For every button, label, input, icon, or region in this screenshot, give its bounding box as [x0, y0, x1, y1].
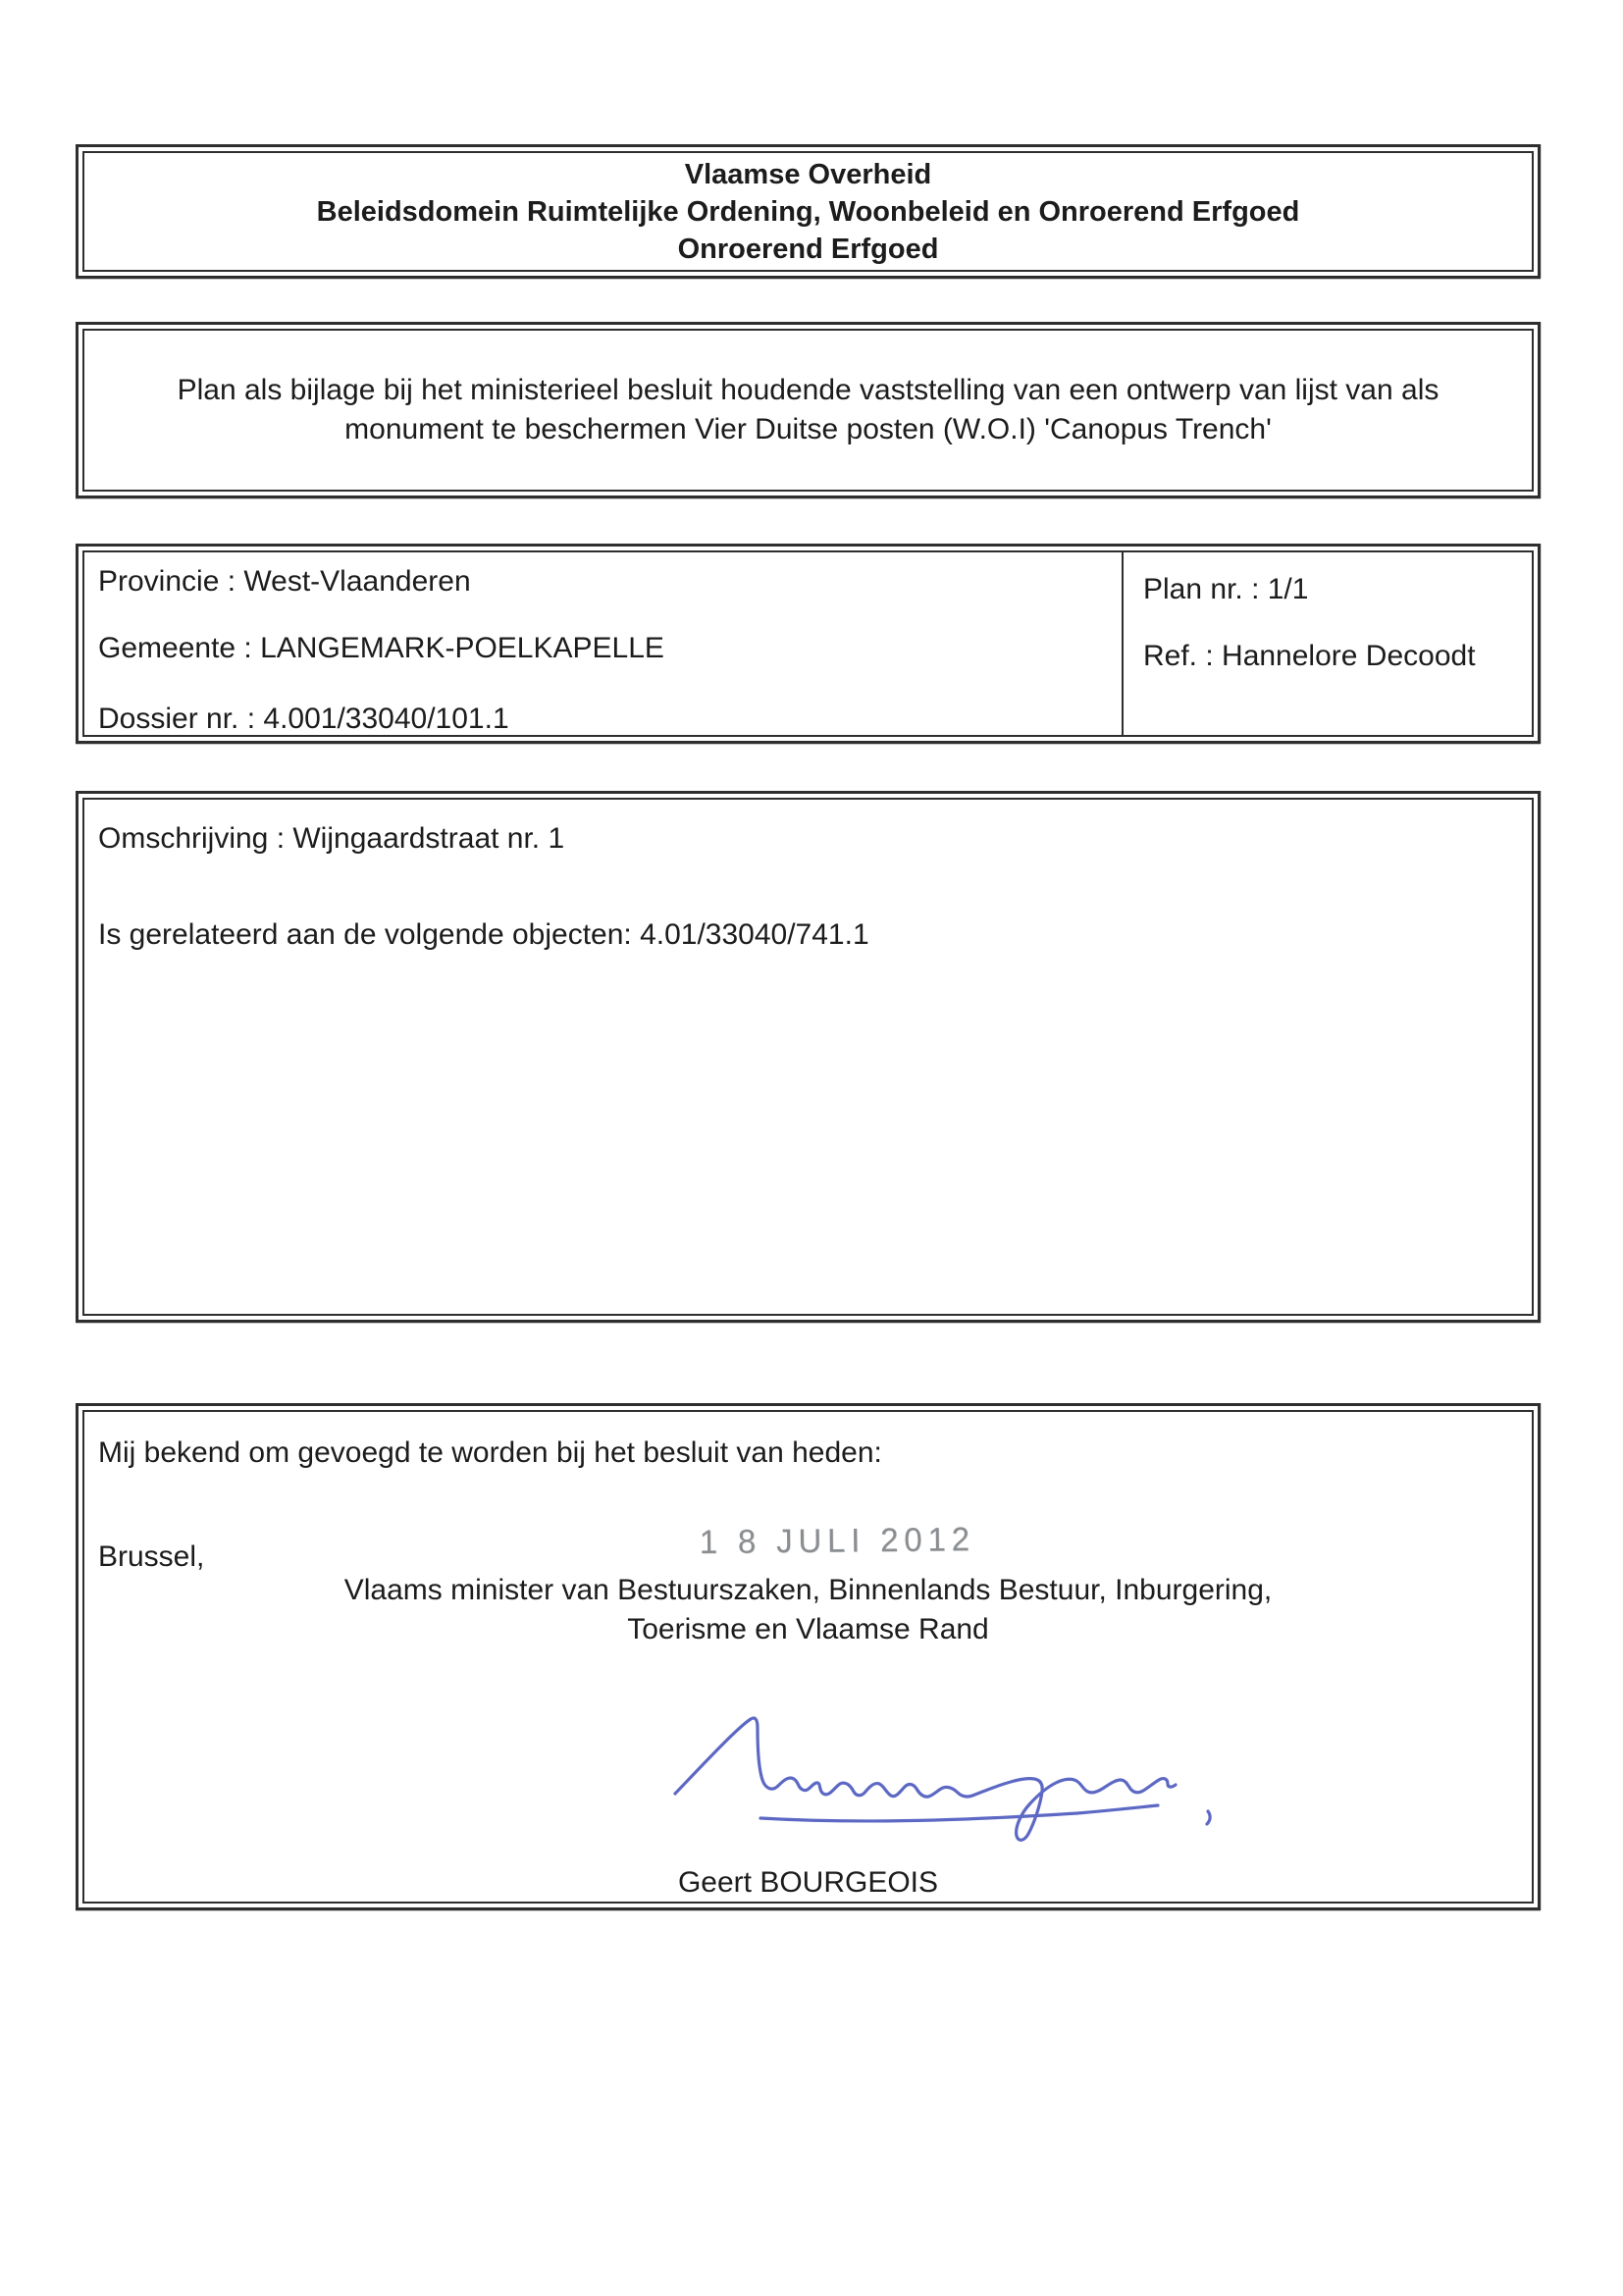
plan-nr-field: Plan nr. : 1/1 — [1143, 573, 1309, 605]
city-label: Brussel, — [98, 1540, 205, 1573]
title-line-1: Plan als bijlage bij het ministerieel besluit houdende vaststelling van een ontwerp van lijst van als — [177, 374, 1440, 406]
attestation-statement: Mij bekend om gevoegd te worden bij het besluit van heden: — [98, 1436, 882, 1469]
signature-box-inner — [82, 1410, 1534, 1904]
title-box — [76, 322, 1541, 498]
description-field: Omschrijving : Wijngaardstraat nr. 1 — [98, 822, 565, 855]
municipality-field: Gemeente : LANGEMARK-POELKAPELLE — [98, 632, 664, 664]
minister-title-line-1: Vlaams minister van Bestuurszaken, Binnenlands Bestuur, Inburgering, — [343, 1574, 1273, 1606]
dossier-nr-field: Dossier nr. : 4.001/33040/101.1 — [98, 703, 509, 735]
minister-title-line-2: Toerisme en Vlaamse Rand — [627, 1613, 989, 1645]
reference-field: Ref. : Hannelore Decoodt — [1143, 640, 1476, 672]
signature-box — [76, 1403, 1541, 1910]
signature-comma-mark — [1207, 1811, 1210, 1824]
header-agency-name: Onroerend Erfgoed — [677, 233, 939, 265]
date-stamp: 1 8 JULI 2012 — [699, 1521, 975, 1561]
header-policy-domain: Beleidsdomein Ruimtelijke Ordening, Woonbeleid en Onroerend Erfgoed — [316, 195, 1300, 228]
description-box — [76, 791, 1541, 1323]
signature-underline-stroke — [760, 1805, 1158, 1821]
header-box — [76, 144, 1541, 279]
related-objects-field: Is gerelateerd aan de volgende objecten: 4.01/33040/741.1 — [98, 918, 869, 951]
header-government-name: Vlaamse Overheid — [684, 158, 932, 190]
province-field: Provincie : West-Vlaanderen — [98, 565, 471, 598]
info-box-inner — [82, 550, 1534, 737]
header-box-inner — [82, 151, 1534, 272]
info-column-divider — [1122, 552, 1124, 735]
title-box-inner — [82, 329, 1534, 492]
description-box-inner — [82, 798, 1534, 1316]
title-line-2: monument te beschermen Vier Duitse posten (W.O.I) 'Canopus Trench' — [344, 413, 1272, 445]
minister-signature — [665, 1668, 1254, 1845]
info-box — [76, 544, 1541, 744]
signer-name: Geert BOURGEOIS — [677, 1866, 939, 1899]
